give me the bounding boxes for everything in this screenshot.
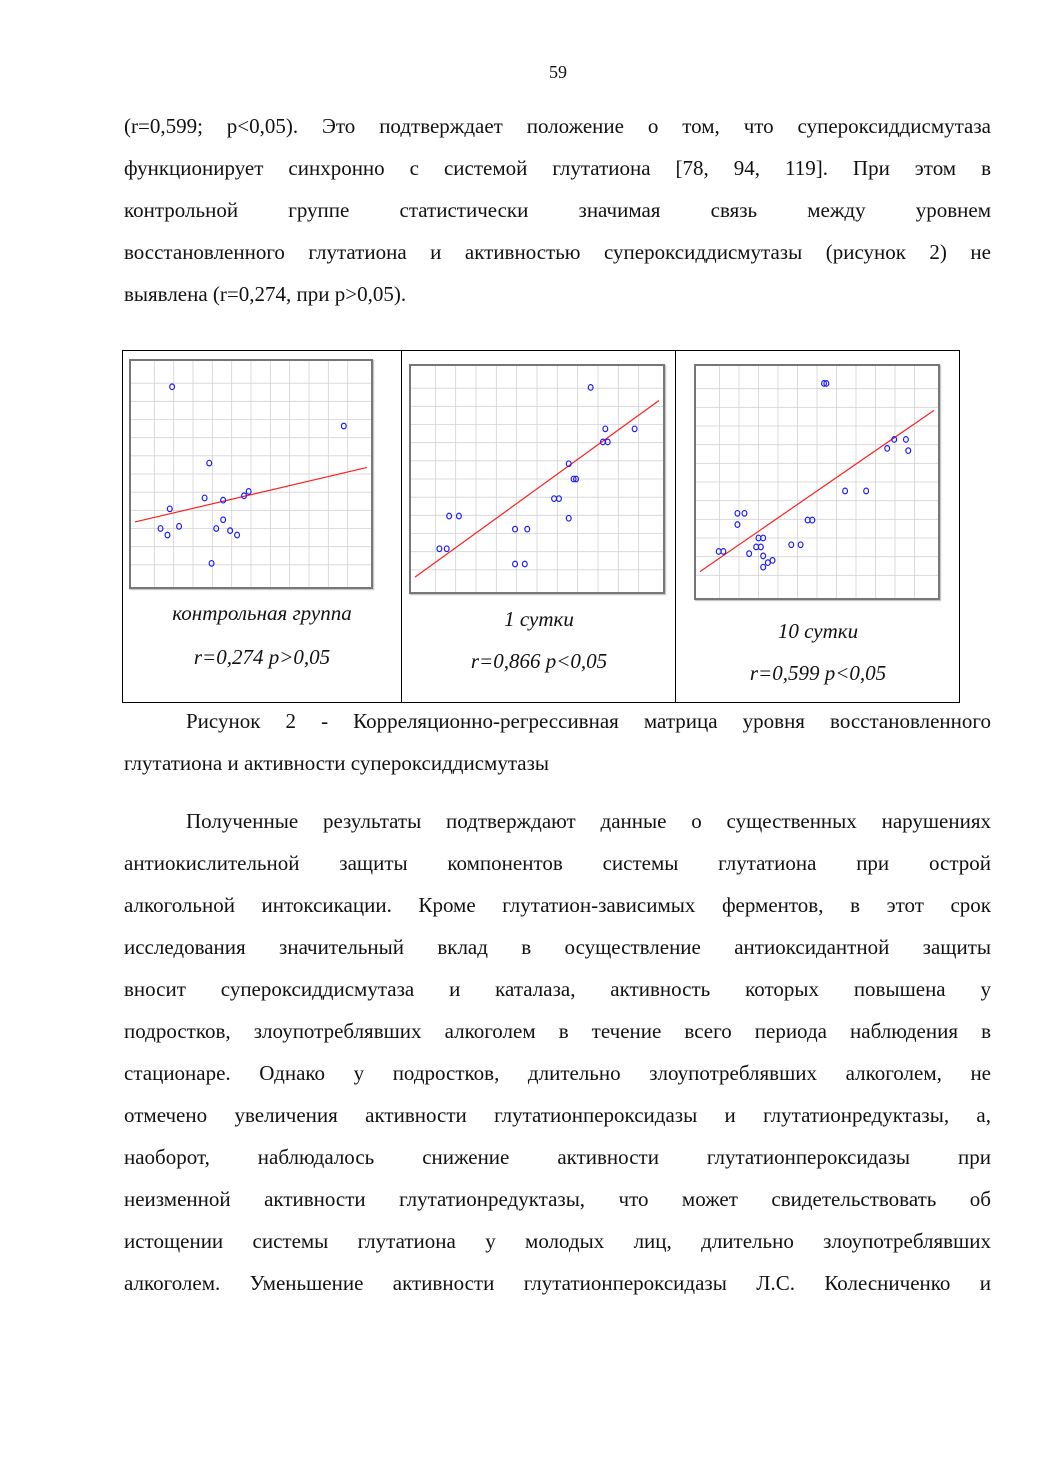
chart-day1 xyxy=(411,366,663,592)
data-point xyxy=(457,513,462,519)
panel-stats: r=0,866 p<0,05 xyxy=(470,649,608,673)
panel-day10 xyxy=(675,351,960,702)
data-point xyxy=(552,496,557,502)
data-point xyxy=(588,385,593,391)
text-line: стационаре. Однако у подростков, длительно злоупотреблявших алкоголем, не xyxy=(124,1061,991,1085)
text-line: Полученные результаты подтверждают данные о существенных нарушениях xyxy=(186,809,991,833)
text-line: антиокислительной защиты компонентов системы глутатиона при острой xyxy=(124,851,991,875)
text-line: функционирует синхронно с системой глутатиона [78, 94, 119]. При этом в xyxy=(124,156,991,180)
caption-line: глутатиона и активности супероксиддисмутазы xyxy=(124,751,549,775)
data-point xyxy=(167,506,172,512)
panel-control xyxy=(123,351,401,702)
scatter-plot-day1 xyxy=(409,364,665,594)
data-point xyxy=(632,426,637,432)
data-point xyxy=(341,423,346,429)
chart-day10 xyxy=(696,366,938,598)
data-point xyxy=(447,513,452,519)
figure-caption xyxy=(124,700,991,784)
data-point xyxy=(209,561,214,567)
data-point xyxy=(906,448,911,454)
paragraph-2 xyxy=(124,800,991,1304)
data-point xyxy=(444,546,449,552)
data-point xyxy=(437,546,442,552)
data-point xyxy=(221,497,226,503)
data-point xyxy=(207,460,212,466)
data-point xyxy=(765,560,770,566)
paragraph-1 xyxy=(124,105,991,315)
panel-stats: r=0,599 p<0,05 xyxy=(749,661,887,685)
panel-label: 10 сутки xyxy=(777,619,859,643)
text-line: восстановленного глутатиона и активностью супероксиддисмутазы (рисунок 2) не xyxy=(124,240,991,264)
text-line: (r=0,599; p<0,05). Это подтверждает положение о том, что супероксиддисмутаза xyxy=(124,114,991,138)
text-line: отмечено увеличения активности глутатионпероксидазы и глутатионредуктазы, а, xyxy=(124,1103,991,1127)
data-point xyxy=(885,446,890,452)
data-point xyxy=(202,495,207,501)
text-line: вносит супероксиддисмутаза и каталаза, активность которых повышена у xyxy=(124,977,991,1001)
text-line: алкоголем. Уменьшение активности глутатионпероксидазы Л.С. Колесниченко и xyxy=(124,1271,991,1295)
panel-day1 xyxy=(401,351,676,702)
caption-line: Рисунок 2 - Корреляционно-регрессивная матрица уровня восстановленного xyxy=(186,709,991,733)
panel-stats: r=0,274 p>0,05 xyxy=(193,645,331,669)
data-point xyxy=(904,437,909,443)
panel-label: 1 сутки xyxy=(504,607,574,631)
data-point xyxy=(747,551,752,557)
text-line: подростков, злоупотреблявших алкоголем в течение всего периода наблюдения в xyxy=(124,1019,991,1043)
data-point xyxy=(761,564,766,570)
data-point xyxy=(221,517,226,523)
text-line: исследования значительный вклад в осуществление антиоксидантной защиты xyxy=(124,935,991,959)
text-line: наоборот, наблюдалось снижение активности глутатионпероксидазы при xyxy=(124,1145,991,1169)
text-line: истощении системы глутатиона у молодых лиц, длительно злоупотреблявших xyxy=(124,1229,991,1253)
data-point xyxy=(522,561,527,567)
chart-control xyxy=(131,361,371,587)
data-point xyxy=(798,542,803,548)
data-point xyxy=(770,558,775,564)
data-point xyxy=(566,515,571,521)
scatter-plot-day10 xyxy=(694,364,940,600)
data-point xyxy=(742,511,747,517)
text-line: контрольной группе статистически значимая связь между уровнем xyxy=(124,198,991,222)
data-point xyxy=(525,526,530,532)
data-point xyxy=(864,488,869,494)
text-line: алкогольной интоксикации. Кроме глутатион-зависимых ферментов, в этот срок xyxy=(124,893,991,917)
scatter-plot-control xyxy=(129,359,373,589)
text-line: выявлена (r=0,274, при p>0,05). xyxy=(124,282,407,306)
data-point xyxy=(165,532,170,538)
data-point xyxy=(761,553,766,559)
data-point xyxy=(789,542,794,548)
data-point xyxy=(246,489,251,495)
data-point xyxy=(235,532,240,538)
text-line: неизменной активности глутатионредуктазы, что может свидетельствовать об xyxy=(124,1187,991,1211)
page-number: 59 xyxy=(549,62,567,82)
figure-2 xyxy=(122,350,960,703)
data-point xyxy=(843,488,848,494)
data-point xyxy=(605,439,610,445)
panel-label: контрольная группа xyxy=(172,601,352,625)
data-point xyxy=(603,426,608,432)
